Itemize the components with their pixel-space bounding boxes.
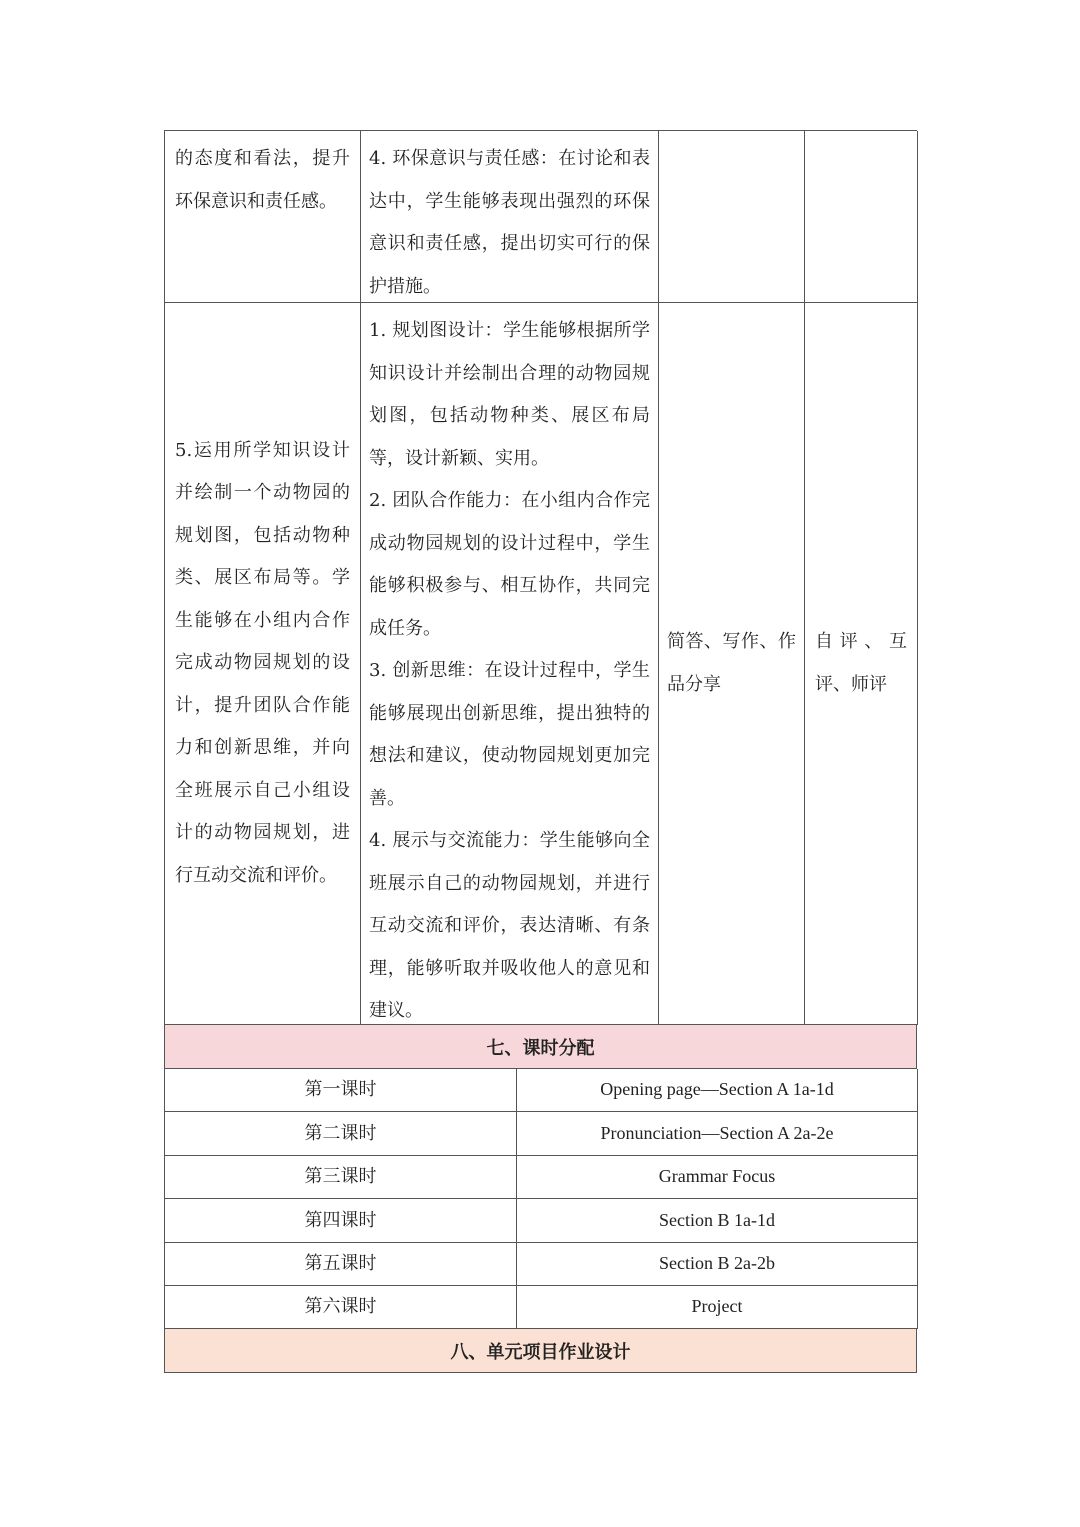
period-cell: [165, 1199, 517, 1242]
period-cell: [165, 1286, 517, 1329]
row1-objective-text: 的态度和看法，提升环保意识和责任感。: [175, 148, 350, 212]
schedule-row: [164, 1156, 917, 1199]
criteria-item-1: 1. 规划图设计：学生能够根据所学知识设计并绘制出合理的动物园规划图，包括动物种类、展区布局等，设计新颖、实用。: [369, 320, 650, 469]
row1-evaluation: [805, 131, 918, 303]
criteria-item-2: 2. 团队合作能力：在小组内合作完成动物园规划的设计过程中，学生能够积极参与、相互协作，共同完成任务。: [369, 490, 650, 639]
content-cell: [517, 1112, 918, 1155]
content-label: Project: [691, 1296, 743, 1317]
schedule-row: [164, 1286, 917, 1329]
content-cell: [517, 1069, 918, 1112]
row2-method: [659, 303, 805, 1025]
row1-objective: [165, 131, 361, 303]
period-label: 第四课时: [304, 1209, 377, 1231]
row2-evaluation: [805, 303, 918, 1025]
content-label: Grammar Focus: [658, 1166, 776, 1187]
content-cell: [517, 1199, 918, 1242]
section7-title: 七、课时分配: [486, 1037, 595, 1059]
content-label: Pronunciation—Section A 2a-2e: [600, 1122, 834, 1143]
row2-criteria: [361, 303, 659, 1025]
row2-evaluation-text: 自评、互评、师评: [815, 631, 907, 695]
content-label: Section B 1a-1d: [659, 1209, 775, 1230]
criteria-item-3: 3. 创新思维：在设计过程中，学生能够展现出创新思维，提出独特的想法和建议，使动物园规划更加完善。: [369, 660, 650, 809]
content-cell: [517, 1243, 918, 1286]
period-label: 第二课时: [304, 1122, 377, 1144]
period-label: 第一课时: [304, 1079, 377, 1101]
row1-criteria: [361, 131, 659, 303]
row1-method: [659, 131, 805, 303]
period-cell: [165, 1069, 517, 1112]
criteria-item-4: 4. 展示与交流能力：学生能够向全班展示自己的动物园规划，并进行互动交流和评价，表达清晰、有条理，能够听取并吸收他人的意见和建议。: [369, 830, 650, 1021]
schedule-row: [164, 1112, 917, 1155]
schedule-row: [164, 1069, 917, 1112]
content-cell: [517, 1286, 918, 1329]
evaluation-table: [164, 130, 917, 1025]
row2-objective-text: 5.运用所学知识设计并绘制一个动物园的规划图，包括动物种类、展区布局等。学生能够在小组内合作完成动物园规划的设计，提升团队合作能力和创新思维，并向全班展示自己小组设计的动物园规划，进行互动交流和评价。: [175, 439, 350, 886]
period-label: 第五课时: [304, 1252, 377, 1274]
content-cell: [517, 1156, 918, 1199]
period-label: 第三课时: [304, 1166, 377, 1188]
period-label: 第六课时: [304, 1296, 377, 1318]
content-label: Opening page—Section A 1a-1d: [600, 1079, 834, 1100]
section8-header: [164, 1329, 917, 1373]
schedule-row: [164, 1199, 917, 1242]
row2-method-text: 简答、写作、作品分享: [667, 631, 796, 695]
row1-criteria-text: 4. 环保意识与责任感：在讨论和表达中，学生能够表现出强烈的环保意识和责任感，提出切实可行的保护措施。: [369, 148, 650, 297]
period-cell: [165, 1112, 517, 1155]
row2-objective: [165, 303, 361, 1025]
schedule-row: [164, 1243, 917, 1286]
period-cell: [165, 1156, 517, 1199]
section8-title: 八、单元项目作业设计: [450, 1341, 631, 1363]
period-cell: [165, 1243, 517, 1286]
content-label: Section B 2a-2b: [659, 1252, 775, 1273]
lesson-plan-table: [164, 130, 917, 1373]
